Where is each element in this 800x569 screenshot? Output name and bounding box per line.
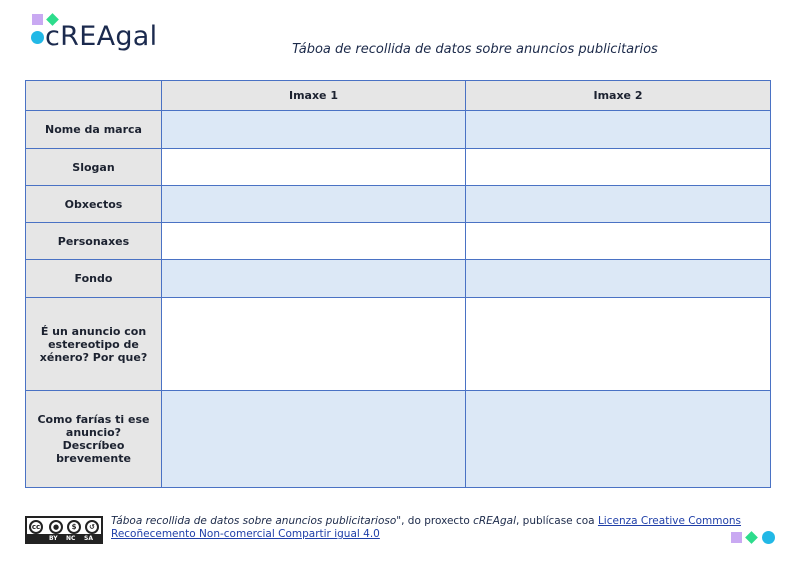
row-label-como-farias: Como farías ti ese anuncio? Descríbeo brevemente (26, 391, 162, 488)
table-row (26, 111, 771, 149)
license-link[interactable]: Licenza Creative Commons Recoñecemento Non-comercial Compartir igual 4.0 (111, 515, 742, 540)
cell-slogan-imaxe-2[interactable] (466, 149, 771, 186)
creative-commons-badge-icon (25, 516, 103, 544)
row-label-estereotipo: É un anuncio con estereotipo de xénero? Por que? (26, 298, 162, 391)
notice-text-end: , publícase coa (516, 515, 598, 527)
cc-icon: cc (29, 520, 43, 534)
row-label-personaxes: Personaxes (26, 223, 162, 260)
cell-como-farias-imaxe-1[interactable] (162, 391, 466, 488)
nc-icon: $ (67, 520, 81, 534)
logo-wordmark: cREAgal (45, 21, 158, 52)
table-row (26, 186, 771, 223)
cell-obxectos-imaxe-2[interactable] (466, 186, 771, 223)
table-row (26, 223, 771, 260)
data-collection-table (25, 80, 771, 488)
creagal-shapes-icon (731, 531, 781, 547)
mini-square-shape (731, 532, 742, 543)
logo-circle-shape (31, 31, 44, 44)
cell-nome-da-marca-imaxe-2[interactable] (466, 111, 771, 149)
cell-obxectos-imaxe-1[interactable] (162, 186, 466, 223)
row-label-slogan: Slogan (26, 149, 162, 186)
footer (25, 514, 770, 554)
by-icon: ● (49, 520, 63, 534)
cell-como-farias-imaxe-2[interactable] (466, 391, 771, 488)
mini-circle-shape (762, 531, 775, 544)
cc-badge-band (27, 534, 101, 542)
cc-by-label: BY (49, 535, 58, 542)
cell-estereotipo-imaxe-1[interactable] (162, 298, 466, 391)
table-row (26, 260, 771, 298)
creagal-logo (30, 12, 170, 52)
work-title: Táboa recollida de datos sobre anuncios publicitarioso (111, 515, 397, 527)
row-label-obxectos: Obxectos (26, 186, 162, 223)
cell-fondo-imaxe-2[interactable] (466, 260, 771, 298)
cell-slogan-imaxe-1[interactable] (162, 149, 466, 186)
license-notice (111, 515, 761, 541)
table-header-row (26, 81, 771, 111)
cell-fondo-imaxe-1[interactable] (162, 260, 466, 298)
row-label-fondo: Fondo (26, 260, 162, 298)
table-row (26, 298, 771, 391)
project-name: cREAgal (473, 515, 516, 527)
cell-personaxes-imaxe-1[interactable] (162, 223, 466, 260)
cell-estereotipo-imaxe-2[interactable] (466, 298, 771, 391)
table-row (26, 149, 771, 186)
sa-icon: ↺ (85, 520, 99, 534)
cell-personaxes-imaxe-2[interactable] (466, 223, 771, 260)
header-imaxe-1: Imaxe 1 (162, 81, 466, 111)
notice-text-mid: ", do proxecto (396, 515, 474, 527)
header-empty-cell (26, 81, 162, 111)
mini-diamond-shape (745, 531, 758, 544)
document-title: Táboa de recollida de datos sobre anuncios publicitarios (292, 42, 658, 57)
cc-nc-label: NC (66, 535, 76, 542)
cell-nome-da-marca-imaxe-1[interactable] (162, 111, 466, 149)
cc-sa-label: SA (84, 535, 93, 542)
header-imaxe-2: Imaxe 2 (466, 81, 771, 111)
table-row (26, 391, 771, 488)
row-label-nome-da-marca: Nome da marca (26, 111, 162, 149)
logo-square-shape (32, 14, 43, 25)
